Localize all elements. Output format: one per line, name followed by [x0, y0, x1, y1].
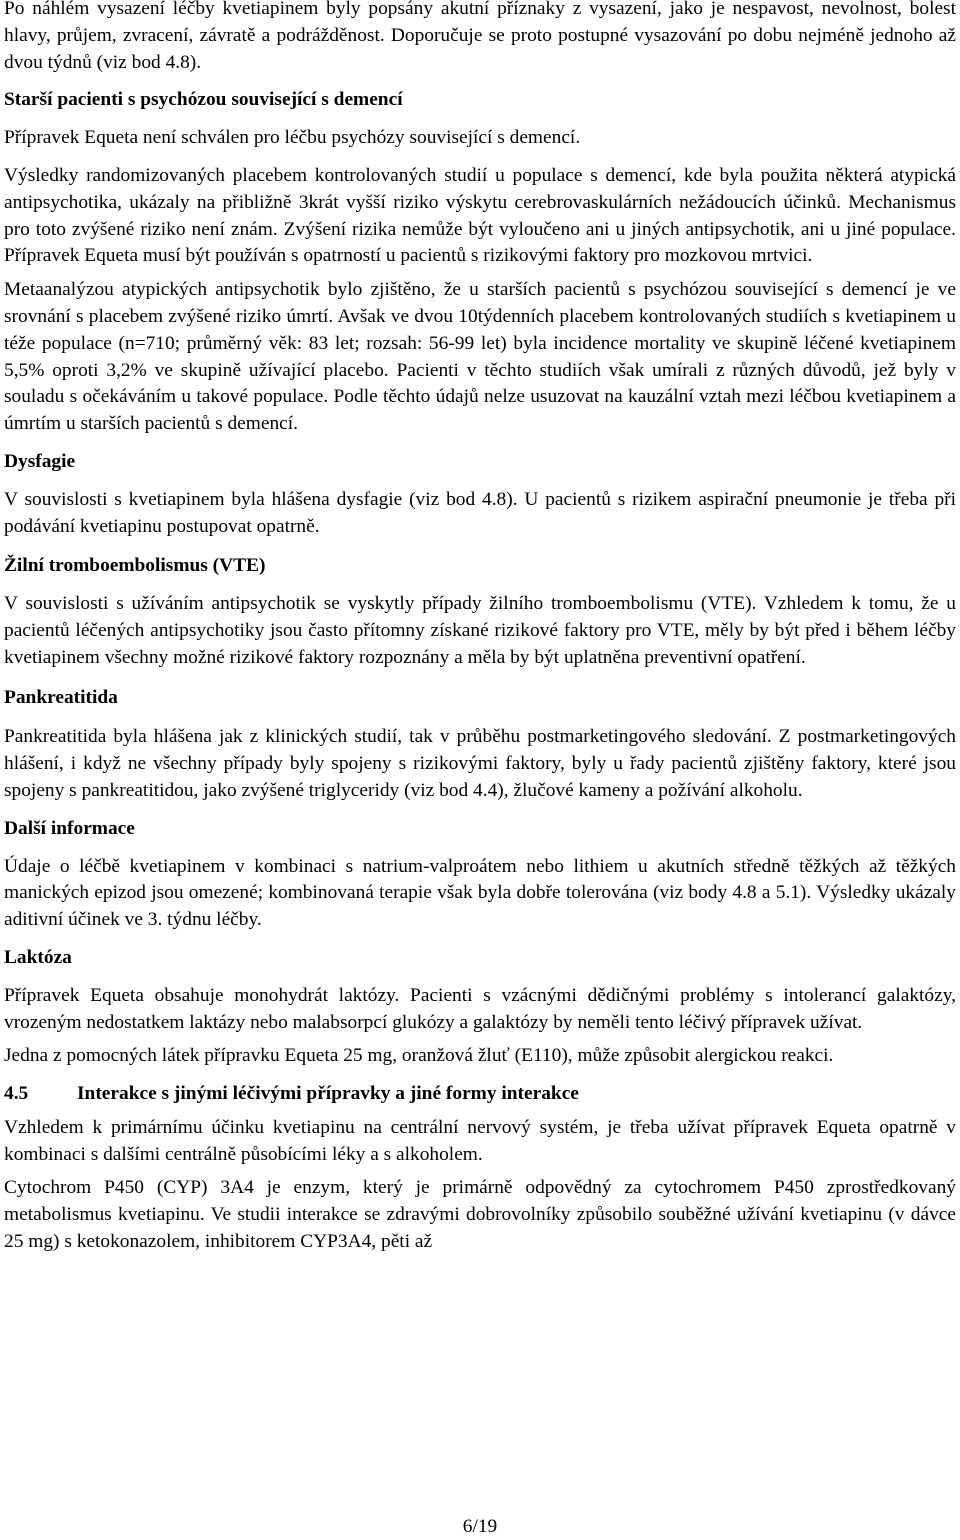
page-number: 6/19: [462, 1516, 498, 1537]
section-heading-4-5: [4, 1081, 956, 1108]
paragraph-vte: V souvislosti s užíváním antipsychotik se vyskytly případy žilního tromboembolismu (VTE). Vzhledem k tomu, že u pacientů léčených antipsychotiky jsou často přítomny získané rizikové faktory pro VTE, měly by být před i během léčby kvetiapinem všechny možné rizikové faktory rozpoznány a měla by být uplatněna preventivní opatření.: [4, 593, 956, 668]
heading-lactose: Laktóza: [4, 946, 72, 968]
paragraph-withdrawal: Po náhlém vysazení léčby kvetiapinem byly popsány akutní příznaky z vysazení, jako je nespavost, nevolnost, bolest hlavy, průjem, zvracení, závratě a podrážděnost. Doporučuje se proto postupné vysazování po dobu nejméně jednoho až dvou týdnů (viz bod 4.8).: [4, 0, 956, 73]
section-title: Interakce s jinými léčivými přípravky a jiné formy interakce: [77, 1083, 579, 1105]
paragraph-dysphagia: V souvislosti s kvetiapinem byla hlášena dysfagie (viz bod 4.8). U pacientů s rizikem aspirační pneumonie je třeba při podávání kvetiapinu postupovat opatrně.: [4, 488, 956, 537]
paragraph-lactose: Přípravek Equeta obsahuje monohydrát laktózy. Pacienti s vzácnými dědičnými problémy s intolerancí galaktózy, vrozeným nedostatkem laktázy nebo malabsorpcí glukózy a galaktózy by neměli tento léčivý přípravek užívat.: [4, 984, 956, 1033]
paragraph-not-approved: Přípravek Equeta není schválen pro léčbu psychózy související s demencí.: [4, 127, 581, 149]
paragraph-cyp3a4: Cytochrom P450 (CYP) 3A4 je enzym, který je primárně odpovědný za cytochromem P450 zprostředkovaný metabolismus kvetiapinu. Ve studii interakce se zdravými dobrovolníky způsobilo souběžné užívání kvetiapinu (v dávce 25 mg) s ketokonazolem, inhibitorem CYP3A4, pěti až: [4, 1177, 956, 1253]
paragraph-pancreatitis: Pankreatitida byla hlášena jak z klinických studií, tak v průběhu postmarketingového sledování. Z postmarketingových hlášení, i když ne všechny případy byly spojeny s rizikovými faktory, byly u řady pacientů zjištěny faktory, které jsou spojeny s pankreatitidou, jako zvýšené triglyceridy (viz bod 4.4), žlučové kameny a požívání alkoholu.: [4, 726, 956, 801]
heading-other-information: Další informace: [4, 817, 135, 839]
paragraph-cerebrovascular-risk: Výsledky randomizovaných placebem kontrolovaných studií u populace s demencí, kde byla použita některá atypická antipsychotika, ukázaly na přibližně 3krát vyšší riziko výskytu cerebrovaskulárních nežádoucích účinků. Mechanismus pro toto zvýšené riziko není znám. Zvýšení rizika nemůže být vyloučeno ani u jiných antipsychotik, ani u jiné populace. Přípravek Equeta musí být používán s opatrností u pacientů s rizikovými faktory pro mozkovou mrtvici.: [4, 164, 956, 267]
heading-vte: Žilní tromboembolismus (VTE): [4, 555, 266, 577]
paragraph-combination-therapy: Údaje o léčbě kvetiapinem v kombinaci s natrium-valproátem nebo lithiem u akutních středně těžkých až těžkých manických epizod jsou omezené; kombinovaná terapie však byla dobře tolerována (viz body 4.8 a 5.1). Výsledky ukázaly aditivní účinek ve 3. týdnu léčby.: [4, 855, 956, 931]
paragraph-mortality: Metaanalýzou atypických antipsychotik bylo zjištěno, že u starších pacientů s psychózou související s demencí je ve srovnání s placebem zvýšené riziko úmrtí. Avšak ve dvou 10týdenních placebem kontrolovaných studiích s kvetiapinem u téže populace (n=710; průměrný věk: 83 let; rozsah: 56-99 let) byla incidence mortality ve skupině léčené kvetiapinem 5,5% oproti 3,2% ve skupině užívající placebo. Pacienti v těchto studiích však umírali z různých důvodů, jež byly v souladu s očekáváním u takové populace. Podle těchto údajů nelze usuzovat na kauzální vztah mezi léčbou kvetiapinem a úmrtím u starších pacientů s demencí.: [4, 279, 956, 435]
heading-dysphagia: Dysfagie: [4, 450, 76, 472]
heading-elderly-dementia: Starší pacienti s psychózou související s demencí: [4, 89, 403, 111]
paragraph-cns-effect: Vzhledem k primárnímu účinku kvetiapinu na centrální nervový systém, je třeba užívat přípravek Equeta opatrně v kombinaci s dalšími centrálně působícími léky a s alkoholem.: [4, 1116, 956, 1165]
heading-pancreatitis: Pankreatitida: [4, 686, 118, 708]
document-page: [4, 0, 956, 1256]
section-number: 4.5: [4, 1083, 29, 1105]
paragraph-e110: Jedna z pomocných látek přípravku Equeta 25 mg, oranžová žluť (E110), může způsobit alergickou reakci.: [4, 1045, 834, 1067]
